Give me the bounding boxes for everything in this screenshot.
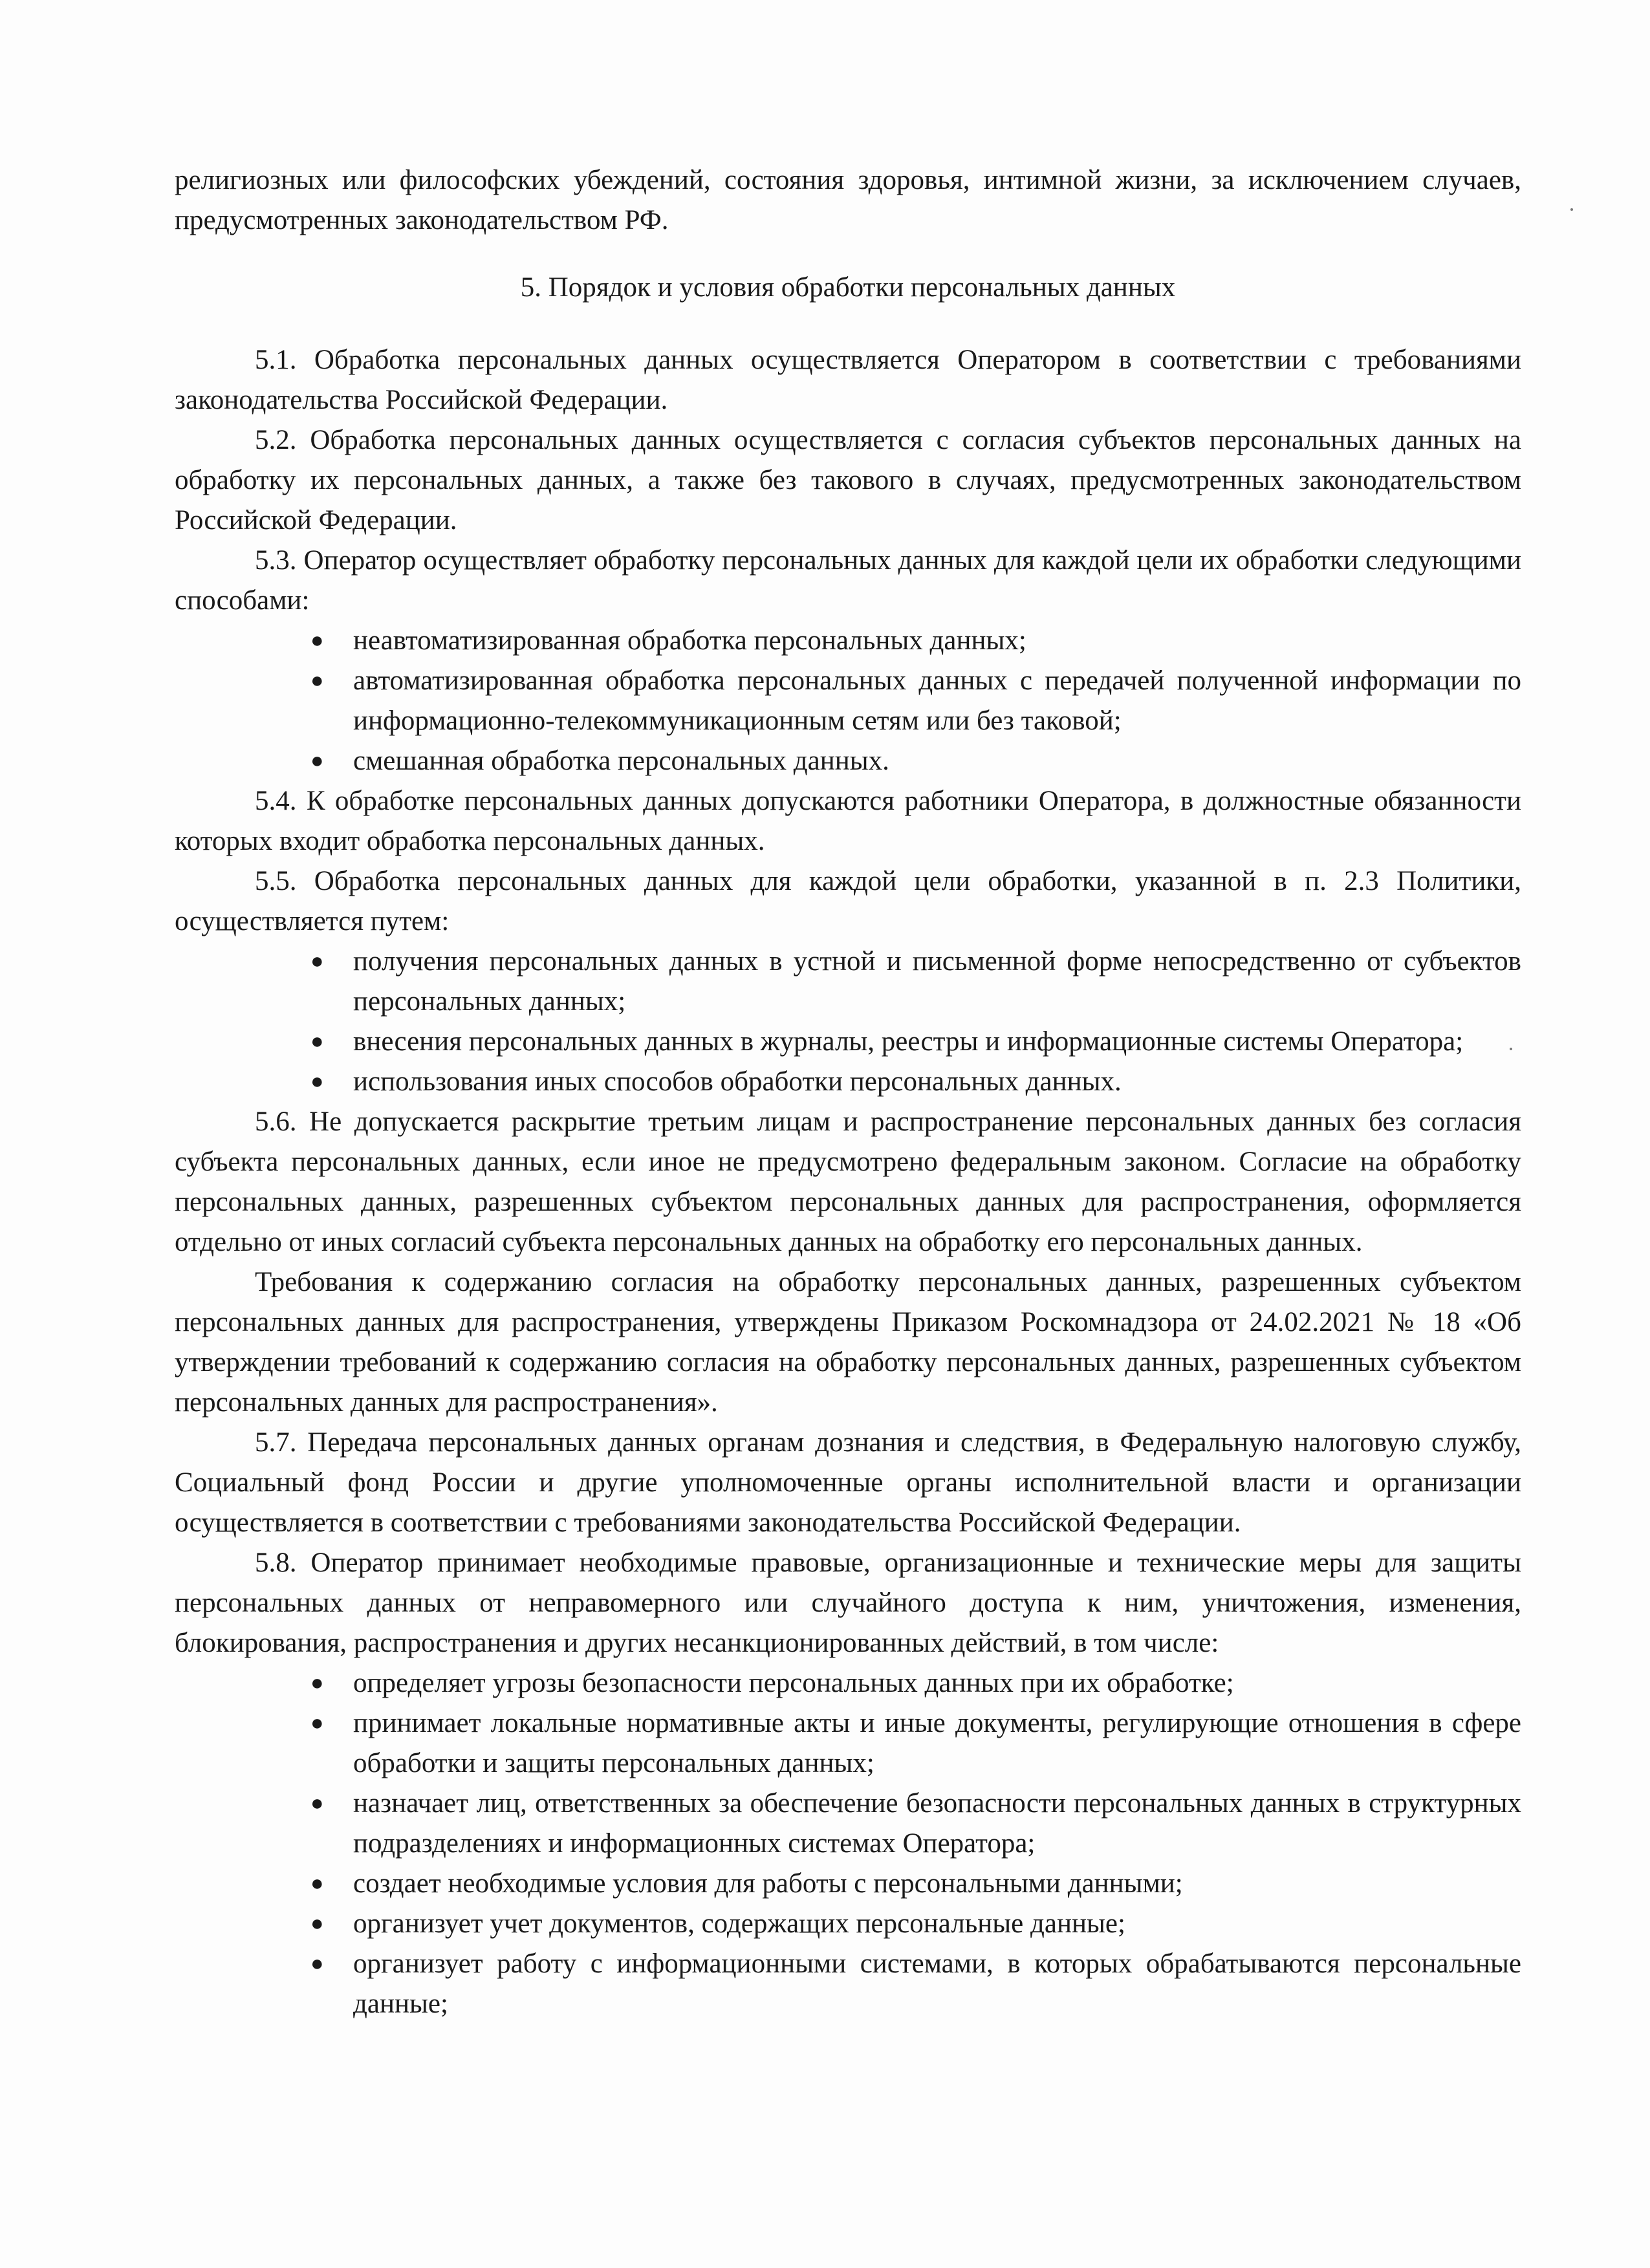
document-body: [175, 160, 1521, 2024]
paragraph-5-5: 5.5. Обработка персональных данных для каждой цели обработки, указанной в п. 2.3 Политики, осуществляется путем:: [175, 866, 1521, 936]
intro-continuation: религиозных или философских убеждений, состояния здоровья, интимной жизни, за исключением случаев, предусмотренных законодательством РФ.: [175, 165, 1521, 235]
list-item-text: смешанная обработка персональных данных.: [353, 746, 889, 776]
paragraph-5-3: 5.3. Оператор осуществляет обработку персональных данных для каждой цели их обработки следующими способами:: [175, 545, 1521, 616]
list-item-text: создает необходимые условия для работы с персональными данными;: [353, 1868, 1183, 1899]
list-item: [310, 661, 1521, 741]
bullet-icon: ●: [310, 1671, 324, 1695]
paragraph-5-6-requirements: Требования к содержанию согласия на обработку персональных данных, разрешенных субъектом персональных данных для распространения, утверждены Приказом Роскомнадзора от 24.02.2021 № 18 «Об утверждении требований к содержанию согласия на обработку персональных данных, разрешенных субъектом персональных данных для распространения».: [175, 1267, 1521, 1418]
bullet-icon: ●: [310, 1912, 324, 1936]
bullet-icon: ●: [310, 1030, 324, 1053]
list-item: [310, 942, 1521, 1022]
list-item-text: принимает локальные нормативные акты и иные документы, регулирующие отношения в сфере обработки и защиты персональных данных;: [353, 1708, 1521, 1778]
paragraph-5-2: 5.2. Обработка персональных данных осуществляется с согласия субъектов персональных данных на обработку их персональных данных, а также без такового в случаях, предусмотренных законодательством Российской Федерации.: [175, 425, 1521, 535]
list-protection-measures: [175, 1663, 1521, 2024]
list-item-text: автоматизированная обработка персональных данных с передачей полученной информации по информационно-телекоммуникационным сетям или без таковой;: [353, 665, 1521, 736]
list-item-text: определяет угрозы безопасности персональных данных при их обработке;: [353, 1668, 1234, 1698]
paragraph-5-4: 5.4. К обработке персональных данных допускаются работники Оператора, в должностные обязанности которых входит обработка персональных данных.: [175, 786, 1521, 856]
list-item: [310, 1022, 1521, 1062]
list-item-text: получения персональных данных в устной и письменной форме непосредственно от субъектов персональных данных;: [353, 946, 1521, 1017]
bullet-icon: ●: [310, 669, 324, 693]
bullet-icon: ●: [310, 629, 324, 653]
bullet-icon: ●: [310, 749, 324, 773]
list-item-text: использования иных способов обработки персональных данных.: [353, 1066, 1122, 1097]
bullet-icon: ●: [310, 1952, 324, 1976]
list-item-text: организует учет документов, содержащих персональные данные;: [353, 1908, 1125, 1939]
list-processing-means: [175, 942, 1521, 1102]
list-item-text: организует работу с информационными системами, в которых обрабатываются персональные данные;: [353, 1949, 1521, 2019]
list-item: [310, 741, 1521, 781]
paragraph-5-8: 5.8. Оператор принимает необходимые правовые, организационные и технические меры для защиты персональных данных от неправомерного или случайного доступа к ним, уничтожения, изменения, блокирования, распространения и других несанкционированных действий, в том числе:: [175, 1548, 1521, 1658]
list-item: [310, 1062, 1521, 1102]
paragraph-5-6: 5.6. Не допускается раскрытие третьим лицам и распространение персональных данных без согласия субъекта персональных данных, если иное не предусмотрено федеральным законом. Согласие на обработку персональных данных, разрешенных субъектом персональных данных для распространения, оформляется отдельно от иных согласий субъекта персональных данных на обработку его персональных данных.: [175, 1107, 1521, 1257]
list-item: [310, 1944, 1521, 2024]
list-item: [310, 1864, 1521, 1904]
list-item: [310, 1904, 1521, 1944]
bullet-icon: ●: [310, 949, 324, 973]
list-processing-methods: [175, 621, 1521, 781]
section-title: 5. Порядок и условия обработки персональных данных: [520, 272, 1176, 303]
bullet-icon: ●: [310, 1791, 324, 1815]
scan-speck: [1570, 208, 1573, 211]
paragraph-5-1: 5.1. Обработка персональных данных осуществляется Оператором в соответствии с требованиями законодательства Российской Федерации.: [175, 345, 1521, 415]
bullet-icon: ●: [310, 1872, 324, 1895]
list-item-text: назначает лиц, ответственных за обеспечение безопасности персональных данных в структурных подразделениях и информационных системах Оператора;: [353, 1788, 1521, 1859]
list-item: [310, 1784, 1521, 1864]
paragraph-5-7: 5.7. Передача персональных данных органам дознания и следствия, в Федеральную налоговую службу, Социальный фонд России и другие уполномоченные органы исполнительной власти и организации осуществляется в соответствии с требованиями законодательства Российской Федерации.: [175, 1427, 1521, 1538]
list-item: [310, 1703, 1521, 1784]
list-item: [310, 1663, 1521, 1703]
bullet-icon: ●: [310, 1070, 324, 1094]
list-item-text: неавтоматизированная обработка персональных данных;: [353, 625, 1026, 656]
list-item: [310, 621, 1521, 661]
list-item-text: внесения персональных данных в журналы, реестры и информационные системы Оператора;: [353, 1026, 1464, 1057]
bullet-icon: ●: [310, 1711, 324, 1735]
